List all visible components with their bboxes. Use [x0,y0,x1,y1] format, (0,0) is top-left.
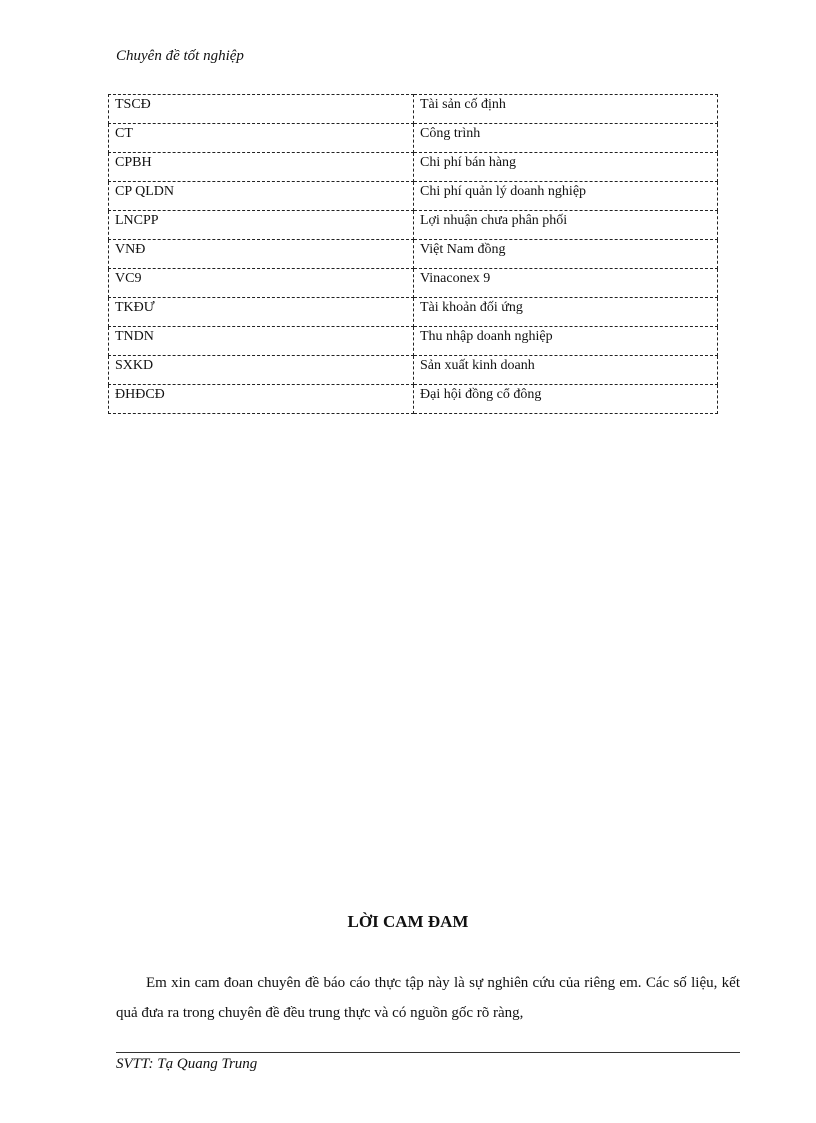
abbreviation-table [108,94,718,414]
abbreviation-code: TKĐƯ [109,298,414,327]
commitment-paragraph: Em xin cam đoan chuyên đề báo cáo thực tập này là sự nghiên cứu của riêng em. Các số liệu, kết quả đưa ra trong chuyên đề đều trung thực và có nguồn gốc rõ ràng, [116,975,740,1021]
abbreviation-code: ĐHĐCĐ [109,385,414,414]
abbreviation-meaning: Việt Nam đồng [414,240,718,269]
table-row [109,240,718,269]
abbreviation-meaning: Chi phí bán hàng [414,153,718,182]
abbreviation-code: CPBH [109,153,414,182]
table-row [109,211,718,240]
abbreviation-code: VNĐ [109,240,414,269]
table-row [109,153,718,182]
table-row [109,269,718,298]
abbreviation-meaning: Đại hội đồng cổ đông [414,385,718,414]
abbreviation-meaning: Thu nhập doanh nghiệp [414,327,718,356]
abbreviation-meaning: Sản xuất kinh doanh [414,356,718,385]
abbreviation-meaning: Chi phí quản lý doanh nghiệp [414,182,718,211]
footer-divider [116,1052,740,1053]
abbreviation-code: SXKD [109,356,414,385]
abbreviation-code: TSCĐ [109,95,414,124]
table-row [109,356,718,385]
abbreviation-meaning: Tài sản cố định [414,95,718,124]
abbreviation-code: CT [109,124,414,153]
abbreviation-code: VC9 [109,269,414,298]
table-row [109,327,718,356]
table-row [109,385,718,414]
abbreviation-code: TNDN [109,327,414,356]
section-title: LỜI CAM ĐAM [347,912,469,931]
table-row [109,124,718,153]
abbreviation-meaning: Vinaconex 9 [414,269,718,298]
page-footer: SVTT: Tạ Quang Trung [116,1056,258,1072]
page-header: Chuyên đề tốt nghiệp [116,48,244,64]
abbreviation-meaning: Lợi nhuận chưa phân phối [414,211,718,240]
abbreviation-code: CP QLDN [109,182,414,211]
abbreviation-meaning: Công trình [414,124,718,153]
abbreviation-code: LNCPP [109,211,414,240]
table-row [109,95,718,124]
table-row [109,182,718,211]
table-row [109,298,718,327]
abbreviation-meaning: Tài khoản đối ứng [414,298,718,327]
abbreviation-table-body [109,95,718,414]
